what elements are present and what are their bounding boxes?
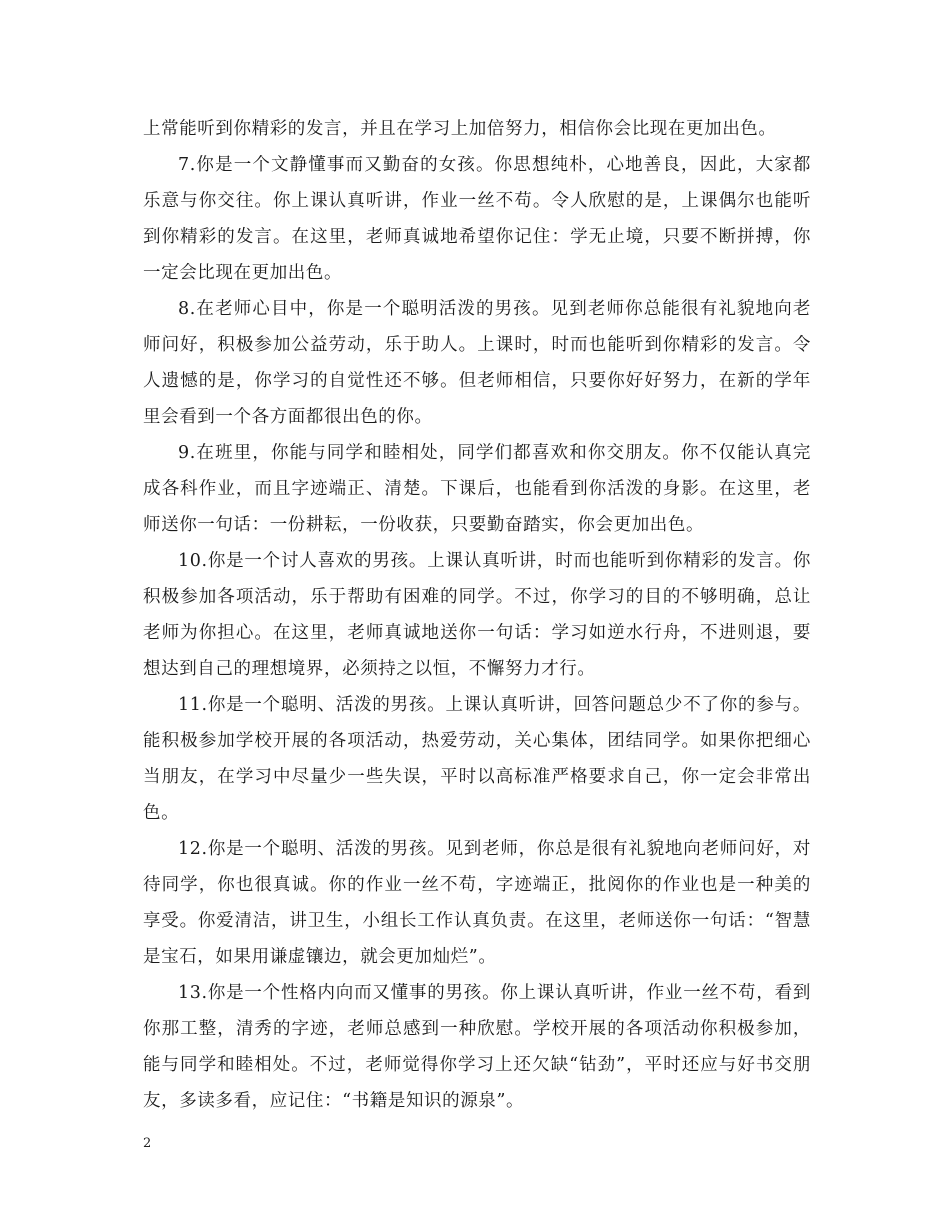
paragraph-continuation: 上常能听到你精彩的发言，并且在学习上加倍努力，相信你会比现在更加出色。 <box>143 119 777 139</box>
document-body <box>143 111 811 1119</box>
paragraph-comment-12: 12.你是一个聪明、活泼的男孩。见到老师，你总是很有礼貌地向老师问好，对待同学，你也很真诚。你的作业一丝不苟，字迹端正，批阅你的作业也是一种美的享受。你爱清洁，讲卫生，小组长工作认真负责。在这里，老师送你一句话：“智慧是宝石，如果用谦虚镶边，就会更加灿烂”。 <box>143 839 811 967</box>
paragraph-comment-10: 10.你是一个讨人喜欢的男孩。上课认真听讲，时而也能听到你精彩的发言。你积极参加各项活动，乐于帮助有困难的同学。不过，你学习的目的不够明确，总让老师为你担心。在这里，老师真诚地送你一句话：学习如逆水行舟，不进则退，要想达到自己的理想境界，必须持之以恒，不懈努力才行。 <box>143 551 811 679</box>
paragraph-comment-7: 7.你是一个文静懂事而又勤奋的女孩。你思想纯朴，心地善良，因此，大家都乐意与你交往。你上课认真听讲，作业一丝不苟。令人欣慰的是，上课偶尔也能听到你精彩的发言。在这里，老师真诚地希望你记住：学无止境，只要不断拼搏，你一定会比现在更加出色。 <box>143 155 811 283</box>
page-number: 2 <box>143 1136 152 1151</box>
paragraph-comment-8: 8.在老师心目中，你是一个聪明活泼的男孩。见到老师你总能很有礼貌地向老师问好，积极参加公益劳动，乐于助人。上课时，时而也能听到你精彩的发言。令人遗憾的是，你学习的自觉性还不够。但老师相信，只要你好好努力，在新的学年里会看到一个各方面都很出色的你。 <box>143 299 811 427</box>
paragraph-comment-11: 11.你是一个聪明、活泼的男孩。上课认真听讲，回答问题总少不了你的参与。能积极参加学校开展的各项活动，热爱劳动，关心集体，团结同学。如果你把细心当朋友，在学习中尽量少一些失误，平时以高标准严格要求自己，你一定会非常出色。 <box>143 695 811 823</box>
paragraph-comment-13: 13.你是一个性格内向而又懂事的男孩。你上课认真听讲，作业一丝不苟，看到你那工整，清秀的字迹，老师总感到一种欣慰。学校开展的各项活动你积极参加，能与同学和睦相处。不过，老师觉得你学习上还欠缺“钻劲”，平时还应与好书交朋友，多读多看，应记住：“书籍是知识的源泉”。 <box>143 983 811 1111</box>
paragraph-comment-9: 9.在班里，你能与同学和睦相处，同学们都喜欢和你交朋友。你不仅能认真完成各科作业，而且字迹端正、清楚。下课后，也能看到你活泼的身影。在这里，老师送你一句话：一份耕耘，一份收获，只要勤奋踏实，你会更加出色。 <box>143 443 811 535</box>
